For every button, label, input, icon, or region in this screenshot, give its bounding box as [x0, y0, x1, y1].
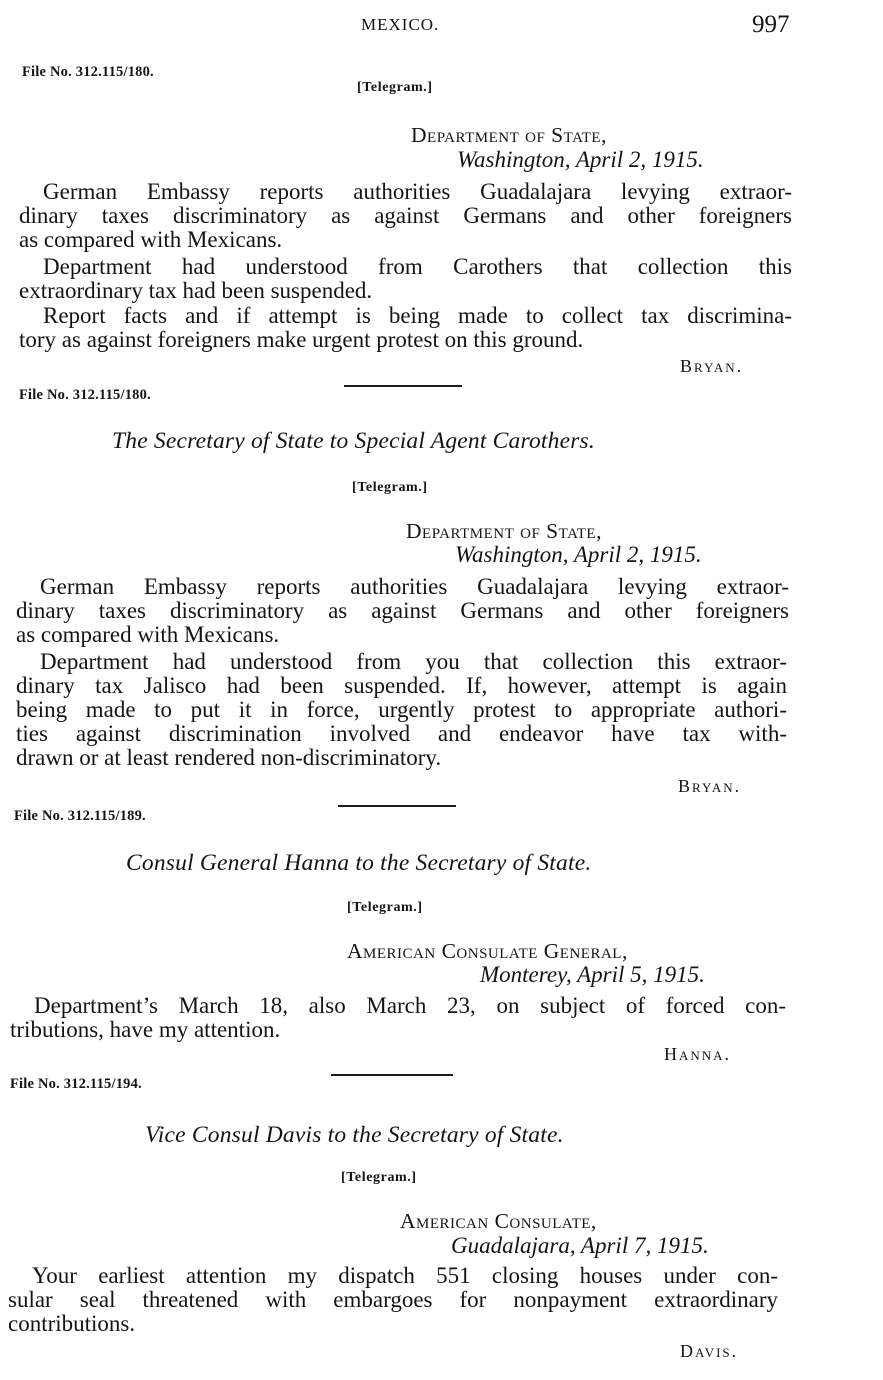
- file-number: File No. 312.115/189.: [14, 808, 146, 824]
- file-number: File No. 312.115/180.: [19, 387, 151, 403]
- text-line: ties against discrimination involved and endeavor have tax with-: [16, 722, 787, 746]
- telegram-tag: [Telegram.]: [341, 1170, 417, 1185]
- sender-organization: Department of State,: [406, 519, 602, 543]
- document-heading: Vice Consul Davis to the Secretary of State.: [145, 1122, 564, 1148]
- text-line: Report facts and if attempt is being made to collect tax discrimina-: [43, 304, 792, 328]
- dateline: Monterey, April 5, 1915.: [480, 962, 705, 987]
- text-line: German Embassy reports authorities Guadalajara levying extraor-: [40, 575, 789, 599]
- document-heading: Consul General Hanna to the Secretary of State.: [126, 850, 592, 876]
- paragraph: [10, 994, 786, 1042]
- text-line: contributions.: [8, 1312, 136, 1336]
- text-line: Department had understood from Carothers that collection this: [43, 255, 792, 279]
- telegram-tag: [Telegram.]: [352, 480, 428, 495]
- text-line: dinary taxes discriminatory as against Germans and other foreigners: [19, 204, 792, 228]
- text-line: dinary tax Jalisco had been suspended. If, however, attempt is again: [16, 674, 787, 698]
- text-line: being made to put it in force, urgently protest to appropriate authori-: [16, 698, 787, 722]
- signature: Hanna.: [664, 1044, 732, 1064]
- text-line: Department had understood from you that collection this extraor-: [40, 650, 787, 674]
- paragraph: [19, 304, 792, 352]
- sender-organization: Department of State,: [411, 123, 607, 147]
- running-title: MEXICO.: [361, 15, 440, 34]
- text-line: dinary taxes discriminatory as against Germans and other foreigners: [16, 599, 789, 623]
- text-line: Department’s March 18, also March 23, on subject of forced con-: [34, 994, 786, 1018]
- paragraph: [19, 180, 792, 252]
- text-line: as compared with Mexicans.: [16, 623, 280, 647]
- sender-organization: American Consulate General,: [347, 939, 628, 963]
- file-number: File No. 312.115/194.: [10, 1076, 142, 1092]
- document-heading: The Secretary of State to Special Agent Carothers.: [112, 428, 595, 454]
- text-line: as compared with Mexicans.: [19, 228, 283, 252]
- section-divider: [344, 385, 462, 387]
- section-divider: [338, 805, 456, 807]
- text-line: tributions, have my attention.: [10, 1018, 281, 1042]
- text-line: sular seal threatened with embargoes for nonpayment extraordinary: [8, 1288, 778, 1312]
- text-line: extraordinary tax had been suspended.: [19, 279, 373, 303]
- signature: Bryan.: [680, 356, 744, 376]
- paragraph: [16, 575, 789, 647]
- paragraph: [19, 255, 792, 303]
- signature: Davis.: [680, 1341, 739, 1361]
- dateline: Washington, April 2, 1915.: [455, 542, 702, 567]
- file-number: File No. 312.115/180.: [22, 64, 154, 80]
- page-number: 997: [752, 11, 790, 38]
- telegram-tag: [Telegram.]: [357, 80, 433, 95]
- text-line: German Embassy reports authorities Guadalajara levying extraor-: [43, 180, 792, 204]
- text-line: tory as against foreigners make urgent protest on this ground.: [19, 328, 584, 352]
- paragraph: [8, 1264, 778, 1336]
- signature: Bryan.: [678, 776, 742, 796]
- text-line: Your earliest attention my dispatch 551 closing houses under con-: [32, 1264, 778, 1288]
- section-divider: [331, 1074, 453, 1076]
- dateline: Washington, April 2, 1915.: [457, 147, 704, 172]
- telegram-tag: [Telegram.]: [347, 900, 423, 915]
- dateline: Guadalajara, April 7, 1915.: [451, 1233, 709, 1258]
- paragraph: [16, 650, 787, 770]
- text-line: drawn or at least rendered non-discriminatory.: [16, 746, 442, 770]
- sender-organization: American Consulate,: [400, 1209, 597, 1233]
